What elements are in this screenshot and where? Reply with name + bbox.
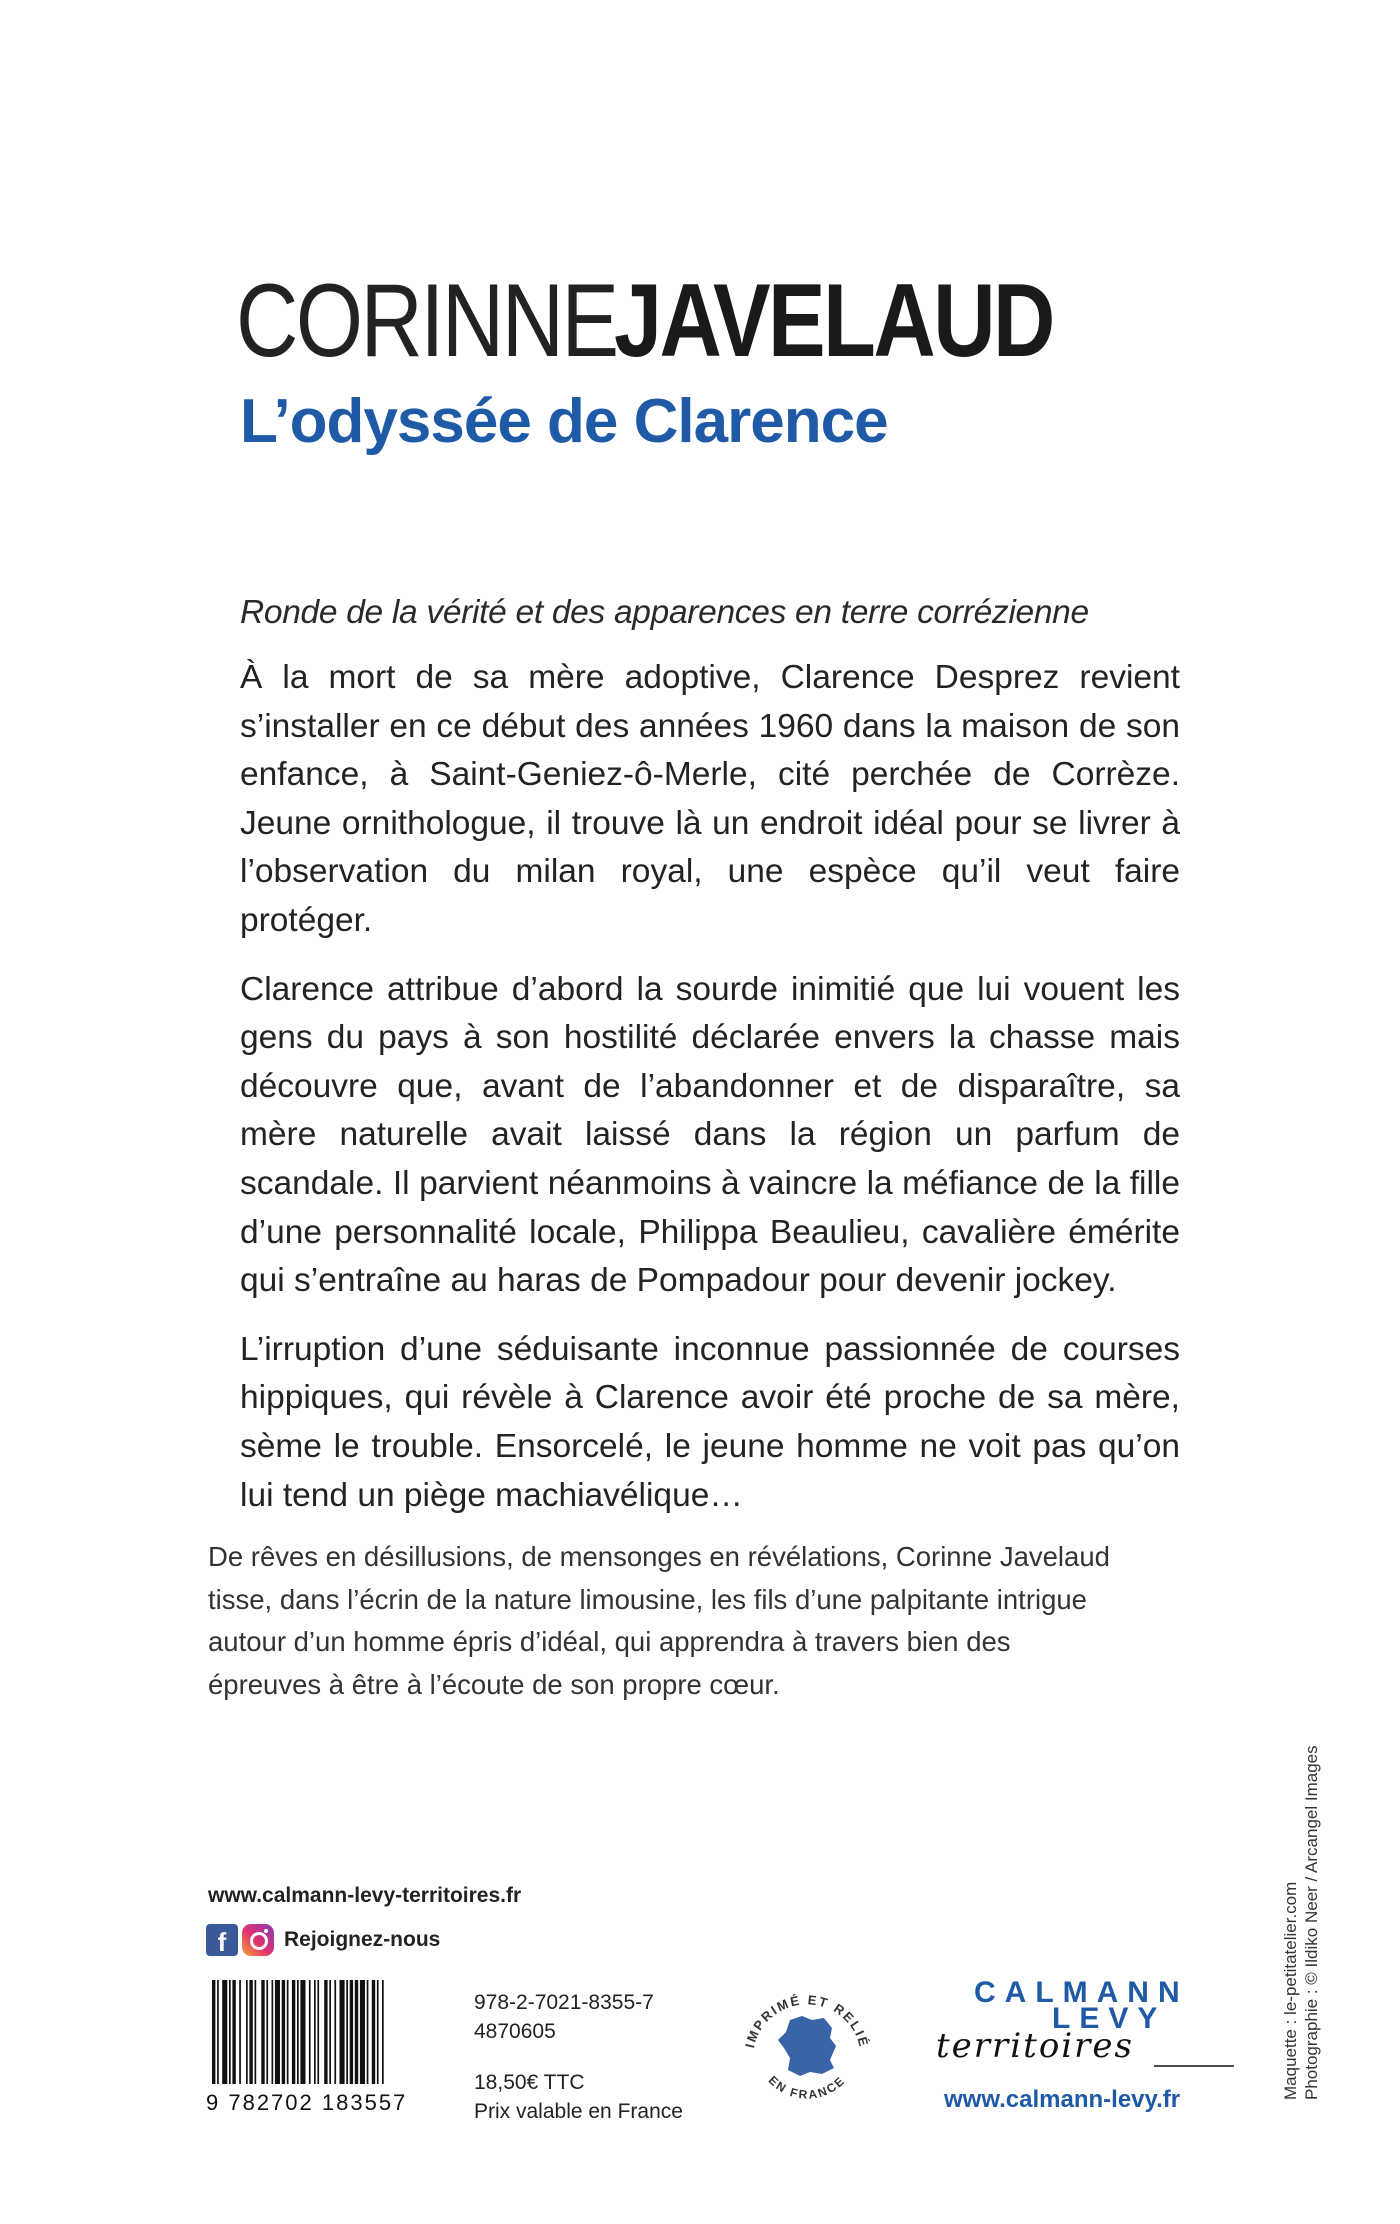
france-map-icon bbox=[778, 2016, 836, 2076]
book-title: L’odyssée de Clarence bbox=[240, 387, 888, 456]
publisher-logo-territoires: territoires bbox=[936, 2026, 1134, 2066]
publisher-logo-underline bbox=[1154, 2062, 1234, 2070]
price-note: Prix valable en France bbox=[474, 2100, 683, 2123]
barcode-digits: 9 782702 183557 bbox=[206, 2090, 408, 2115]
synopsis-paragraph-1: À la mort de sa mère adoptive, Clarence Desprez revient s’installer en ce début des années 1960 dans la maison de son enfance, à Saint-Geniez-ô-Merle, cité perchée de Corrèze. Jeune ornithologue, il trouve là un endroit idéal pour se livrer à l’observation du milan royal, une espèce qu’il veut faire protéger. bbox=[240, 659, 1180, 939]
facebook-icon[interactable]: f bbox=[206, 1924, 238, 1956]
social-links bbox=[206, 1922, 440, 1958]
credit-layout: Maquette : le-petitatelier.com bbox=[1281, 1881, 1300, 2100]
publisher-logo-calmann: CALMANN bbox=[974, 1976, 1189, 2009]
publisher-logo-levy: LEVY bbox=[1052, 2002, 1167, 2035]
closing-text: De rêves en désillusions, de mensonges en révélations, Corinne Javelaud tisse, dans l’écrin de la nature limousine, les fils d’une palpitante intrigue autour d’un homme épris d’idéal, qui apprendra à travers bien des épreuves à être à l’écoute de son propre cœur. bbox=[208, 1541, 1110, 1700]
publisher-website-link[interactable]: www.calmann-levy-territoires.fr bbox=[208, 1884, 522, 1907]
stamp-top-text: IMPRIMÉ ET RELIÉ bbox=[742, 1992, 872, 2050]
author-name bbox=[236, 262, 1136, 379]
printed-in-france-stamp bbox=[732, 1968, 882, 2118]
publisher-url-link[interactable]: www.calmann-levy.fr bbox=[944, 2086, 1181, 2113]
instagram-icon[interactable] bbox=[242, 1924, 274, 1956]
author-first-name: CORINNE bbox=[236, 263, 617, 379]
book-info bbox=[474, 1988, 683, 2126]
svg-text:EN FRANCE bbox=[766, 2073, 849, 2102]
synopsis bbox=[240, 654, 1180, 1540]
credit-photo: Photographie : © Ildiko Neer / Arcangel Images bbox=[1302, 1745, 1321, 2100]
isbn: 978-2-7021-8355-7 bbox=[474, 1991, 654, 2014]
stamp-bottom-text: EN FRANCE bbox=[765, 2073, 849, 2102]
credits bbox=[1280, 1680, 1322, 2100]
closing-blurb bbox=[208, 1536, 1128, 1706]
join-us-label: Rejoignez-nous bbox=[284, 1928, 441, 1951]
price: 18,50€ TTC bbox=[474, 2071, 585, 2094]
author-last-name: JAVELAUD bbox=[614, 263, 1053, 379]
synopsis-paragraph-3: L’irruption d’une séduisante inconnue passionnée de courses hippiques, qui révèle à Clarence avoir été proche de sa mère, sème le trouble. Ensorcelé, le jeune homme ne voit pas qu’on lui tend un piège machiavélique… bbox=[240, 1330, 1180, 1514]
tagline: Ronde de la vérité et des apparences en terre corrézienne bbox=[240, 594, 1089, 631]
product-code: 4870605 bbox=[474, 2020, 556, 2043]
synopsis-paragraph-2: Clarence attribue d’abord la sourde inimitié que lui vouent les gens du pays à son hostilité déclarée envers la chasse mais découvre que, avant de l’abandonner et de disparaître, sa mère naturelle avait laissé dans la région un parfum de scandale. Il parvient néanmoins à vaincre la méfiance de la fille d’une personnalité locale, Philippa Beaulieu, cavalière émérite qui s’entraîne au haras de Pompadour pour devenir jockey. bbox=[240, 970, 1180, 1300]
